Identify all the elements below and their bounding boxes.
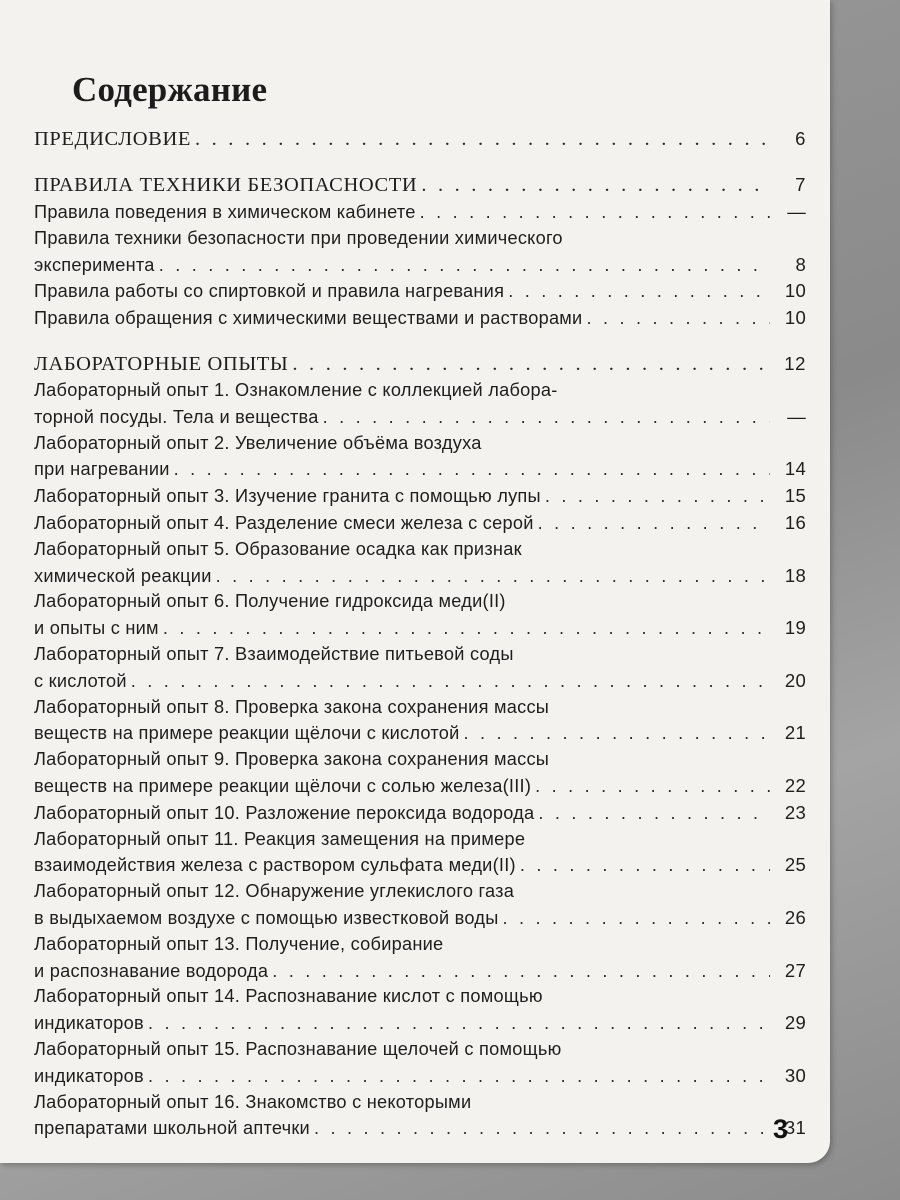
toc-entry	[34, 800, 806, 827]
toc-entry-text: Лабораторный опыт 14. Распознавание кислот с помощью	[34, 986, 543, 1007]
toc-entry	[34, 537, 806, 563]
toc-entry	[34, 747, 806, 773]
dot-leader	[421, 171, 770, 199]
toc-entry-text: Лабораторный опыт 10. Разложение пероксида водорода	[34, 802, 535, 823]
toc-entry-text: индикаторов	[34, 1065, 144, 1086]
toc-entry-text: Лабораторный опыт 5. Образование осадка как признак	[34, 538, 522, 559]
toc-entry	[34, 305, 806, 332]
toc-entry-text: ПРАВИЛА ТЕХНИКИ БЕЗОПАСНОСТИ	[34, 174, 418, 196]
toc-page-number: 21	[784, 722, 806, 744]
page-number: 3	[772, 1114, 788, 1144]
toc-page-number: 30	[784, 1064, 806, 1086]
toc-entry-text: и распознавание водорода	[34, 960, 269, 981]
toc-entry	[34, 720, 806, 747]
toc-entry-text: в выдыхаемом воздухе с помощью известковой воды	[34, 907, 499, 928]
toc-entry-text: взаимодействия железа с раствором сульфата меди(II)	[34, 855, 516, 876]
toc-entry	[34, 1090, 806, 1116]
toc-page-number: —	[787, 201, 806, 222]
toc-entry	[34, 1037, 806, 1063]
dot-leader	[216, 564, 770, 590]
toc-section	[34, 350, 806, 1142]
dot-leader	[323, 405, 770, 431]
dot-leader	[272, 959, 770, 985]
toc-entry	[34, 199, 806, 226]
toc-entry	[34, 695, 806, 721]
toc-entry	[34, 827, 806, 853]
toc-entry	[34, 773, 806, 800]
toc-section	[34, 125, 806, 153]
toc-entry	[34, 879, 806, 905]
toc-entry-text: Правила техники безопасности при проведении химического	[34, 227, 563, 248]
toc-entry-text: и опыты с ним	[34, 618, 159, 639]
dot-leader	[174, 457, 770, 483]
toc-entry-text: препаратами школьной аптечки	[34, 1118, 310, 1139]
toc-entry	[34, 431, 806, 457]
toc-entry-text: Лабораторный опыт 11. Реакция замещения на примере	[34, 828, 526, 849]
toc-entry-text: индикаторов	[34, 1013, 144, 1034]
toc-entry-text: Лабораторный опыт 12. Обнаружение углекислого газа	[34, 881, 515, 902]
toc-entry	[34, 668, 806, 695]
toc-entry-text: Лабораторный опыт 8. Проверка закона сохранения массы	[34, 696, 550, 717]
toc-page-number: —	[787, 405, 806, 427]
toc-page-number: 18	[784, 564, 806, 586]
toc-page-number: 26	[784, 906, 806, 928]
toc-heading	[34, 350, 806, 378]
toc-page-number: 8	[795, 253, 806, 275]
toc-entry	[34, 642, 806, 668]
toc-entry	[34, 932, 806, 958]
toc-entry-text: Правила работы со спиртовкой и правила нагревания	[34, 281, 505, 302]
toc-page-number: 14	[784, 458, 806, 480]
toc-entry	[34, 958, 806, 985]
toc-page-number: 12	[784, 352, 806, 374]
toc-entry-text: веществ на примере реакции щёлочи с солью железа(III)	[34, 775, 532, 796]
toc-entry	[34, 226, 806, 252]
toc-entry	[34, 984, 806, 1010]
dot-leader	[159, 253, 770, 279]
table-of-contents	[34, 125, 806, 1142]
dot-leader	[292, 350, 770, 378]
dot-leader	[420, 200, 770, 226]
toc-entry-text: Лабораторный опыт 6. Получение гидроксида меди(II)	[34, 591, 506, 612]
page-title: Содержание	[72, 70, 268, 109]
toc-entry	[34, 905, 806, 932]
toc-entry-text: Лабораторный опыт 3. Изучение гранита с помощью лупы	[34, 486, 541, 507]
dot-leader	[586, 306, 770, 332]
dot-leader	[131, 669, 770, 695]
toc-page-number: 10	[784, 280, 806, 302]
toc-entry-text: ПРЕДИСЛОВИЕ	[34, 128, 191, 150]
dot-leader	[148, 1011, 770, 1037]
toc-page-number: 15	[784, 485, 806, 507]
toc-section	[34, 171, 806, 332]
toc-entry	[34, 483, 806, 510]
toc-page-number: 27	[784, 959, 806, 981]
toc-entry	[34, 252, 806, 279]
toc-entry-text: Лабораторный опыт 13. Получение, собирание	[34, 933, 444, 954]
dot-leader	[538, 511, 770, 537]
toc-entry-text: при нагревании	[34, 459, 170, 480]
toc-entry-text: эксперимента	[34, 254, 155, 275]
dot-leader	[503, 906, 770, 932]
toc-page-number: 25	[784, 854, 806, 876]
dot-leader	[508, 279, 770, 305]
toc-entry-text: Правила обращения с химическими веществами и растворами	[34, 308, 583, 329]
dot-leader	[535, 774, 770, 800]
toc-entry	[34, 615, 806, 642]
toc-entry	[34, 404, 806, 431]
toc-entry-text: ЛАБОРАТОРНЫЕ ОПЫТЫ	[34, 352, 289, 375]
toc-entry-text: Лабораторный опыт 2. Увеличение объёма воздуха	[34, 432, 482, 453]
toc-page-number: 10	[784, 307, 806, 329]
toc-entry	[34, 589, 806, 615]
toc-heading	[34, 171, 806, 199]
toc-heading	[34, 125, 806, 153]
dot-leader	[464, 721, 770, 747]
toc-page-number: 23	[784, 801, 806, 823]
toc-entry-text: Лабораторный опыт 1. Ознакомление с коллекцией лабора-	[34, 379, 558, 400]
toc-entry-text: химической реакции	[34, 565, 212, 586]
toc-entry-text: Лабораторный опыт 4. Разделение смеси железа с серой	[34, 512, 534, 533]
toc-entry-text: Лабораторный опыт 16. Знакомство с некоторыми	[34, 1091, 472, 1112]
toc-entry	[34, 563, 806, 590]
toc-entry	[34, 1115, 806, 1142]
toc-entry	[34, 1063, 806, 1090]
dot-leader	[163, 616, 770, 642]
dot-leader	[545, 484, 770, 510]
toc-entry	[34, 278, 806, 305]
dot-leader	[538, 801, 770, 827]
toc-page-number: 22	[784, 774, 806, 796]
toc-entry	[34, 1010, 806, 1037]
toc-entry-text: Лабораторный опыт 9. Проверка закона сохранения массы	[34, 749, 550, 770]
toc-page-number: 7	[795, 174, 806, 195]
toc-entry-text: торной посуды. Тела и вещества	[34, 406, 319, 427]
toc-entry	[34, 852, 806, 879]
toc-entry-text: с кислотой	[34, 670, 127, 691]
dot-leader	[195, 125, 770, 153]
toc-entry	[34, 378, 806, 404]
dot-leader	[314, 1116, 770, 1142]
dot-leader	[520, 853, 770, 879]
toc-entry-text: Лабораторный опыт 15. Распознавание щелочей с помощью	[34, 1038, 562, 1059]
toc-page-number: 29	[784, 1012, 806, 1034]
toc-page-number: 31	[784, 1117, 806, 1139]
toc-page-number: 20	[784, 669, 806, 691]
toc-entry	[34, 510, 806, 537]
toc-page-number: 19	[784, 617, 806, 639]
dot-leader	[148, 1064, 770, 1090]
toc-entry	[34, 456, 806, 483]
toc-page-number: 6	[795, 128, 806, 149]
toc-entry-text: Лабораторный опыт 7. Взаимодействие питьевой соды	[34, 643, 514, 664]
toc-entry-text: Правила поведения в химическом кабинете	[34, 202, 416, 222]
toc-entry-text: веществ на примере реакции щёлочи с кислотой	[34, 723, 460, 744]
toc-page-number: 16	[784, 511, 806, 533]
